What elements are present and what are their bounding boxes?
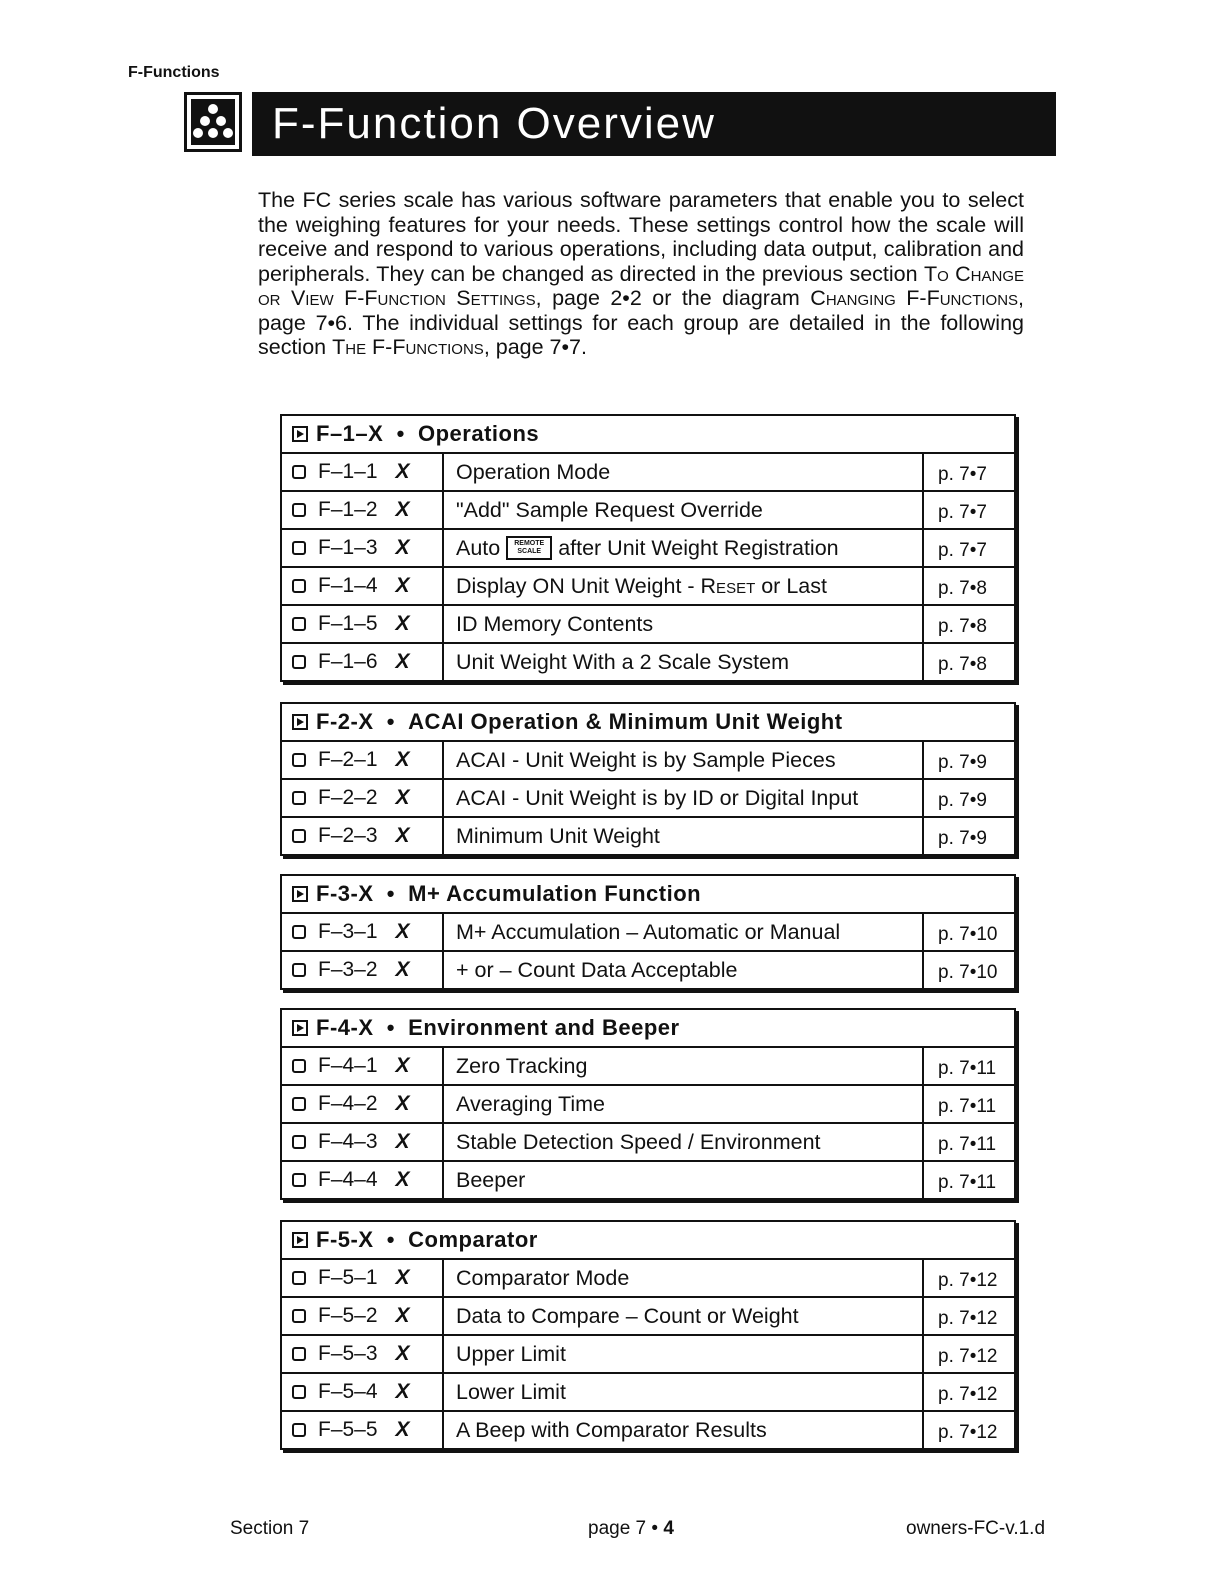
checkbox-icon — [292, 1271, 306, 1285]
checkbox-icon — [292, 1347, 306, 1361]
group-title: M+ Accumulation Function — [408, 881, 702, 906]
table-row: F–5–1 X Comparator Mode p. 7•12 — [282, 1260, 1014, 1298]
checkbox-icon — [292, 503, 306, 517]
page-ref: p. 7•9 — [938, 828, 987, 849]
page-ref: p. 7•8 — [938, 654, 987, 675]
checkbox-icon — [292, 655, 306, 669]
checkbox-icon — [292, 1173, 306, 1187]
page-ref: p. 7•11 — [938, 1134, 997, 1155]
page-title: F-Function Overview — [252, 92, 1056, 156]
page-ref: p. 7•11 — [938, 1172, 997, 1193]
page-ref: p. 7•10 — [938, 962, 998, 983]
intro-paragraph: The FC series scale has various software parameters that enable you to select the weighing features for your needs. These settings control how the scale will receive and respond to various operations, including data output, calibration and peripherals. They can be changed as directed in the previous section To Change or View F-Function Settings, page 2•2 or the diagram Changing F-Functions, page 7•6. The individual settings for each group are detailed in the following section The F-Functions, page 7•7. — [258, 188, 1025, 359]
cross-reference: Changing F-Functions — [810, 286, 1019, 310]
table-row: F–1–6 X Unit Weight With a 2 Scale System p. 7•8 — [282, 644, 1014, 680]
table-row: F–2–1 X ACAI - Unit Weight is by Sample Pieces p. 7•9 — [282, 742, 1014, 780]
group-title: Environment and Beeper — [408, 1015, 680, 1040]
cross-reference: To Change or View F-Function Settings — [258, 261, 1024, 310]
page-ref: p. 7•11 — [938, 1096, 997, 1117]
checkbox-icon — [292, 829, 306, 843]
table-row: F–5–2 X Data to Compare – Count or Weight p. 7•12 — [282, 1298, 1014, 1336]
footer-doc-id: owners-FC-v.1.d — [906, 1518, 1046, 1539]
table-row: F–1–5 X ID Memory Contents p. 7•8 — [282, 606, 1014, 644]
checkbox-icon — [292, 1309, 306, 1323]
group-header: F-4-X • Environment and Beeper — [282, 1010, 1014, 1048]
footer-section: Section 7 — [230, 1518, 310, 1539]
checkbox-icon — [292, 579, 306, 593]
function-group-f5 — [280, 1220, 1016, 1450]
table-row: F–5–5 X A Beep with Comparator Results p. 7•12 — [282, 1412, 1014, 1448]
table-row: F–4–1 X Zero Tracking p. 7•11 — [282, 1048, 1014, 1086]
page-ref: p. 7•9 — [938, 752, 987, 773]
play-icon — [292, 886, 308, 902]
play-icon — [292, 714, 308, 730]
checkbox-icon — [292, 925, 306, 939]
table-row: F–1–4 X Display ON Unit Weight - Reset or Last p. 7•8 — [282, 568, 1014, 606]
cross-reference: The F-Functions — [332, 335, 484, 359]
running-head: F-Functions — [128, 64, 220, 81]
group-header: F-2-X • ACAI Operation & Minimum Unit Weight — [282, 704, 1014, 742]
page-ref: p. 7•9 — [938, 790, 987, 811]
checkbox-icon — [292, 791, 306, 805]
checkbox-icon — [292, 1059, 306, 1073]
checkbox-icon — [292, 1097, 306, 1111]
page-ref: p. 7•12 — [938, 1308, 998, 1329]
table-row: F–4–4 X Beeper p. 7•11 — [282, 1162, 1014, 1198]
checkbox-icon — [292, 1135, 306, 1149]
table-row: F–3–2 X + or – Count Data Acceptable p. 7•10 — [282, 952, 1014, 988]
table-row: F–5–3 X Upper Limit p. 7•12 — [282, 1336, 1014, 1374]
function-group-f2 — [280, 702, 1016, 856]
group-header: F–1–X • Operations — [282, 416, 1014, 454]
table-row: F–5–4 X Lower Limit p. 7•12 — [282, 1374, 1014, 1412]
title-banner — [184, 92, 1056, 156]
group-title: ACAI Operation & Minimum Unit Weight — [408, 709, 843, 734]
function-group-f3 — [280, 874, 1016, 990]
table-row: F–3–1 X M+ Accumulation – Automatic or Manual p. 7•10 — [282, 914, 1014, 952]
function-group-f4 — [280, 1008, 1016, 1200]
play-icon — [292, 1020, 308, 1036]
page-ref: p. 7•8 — [938, 578, 987, 599]
checkbox-icon — [292, 963, 306, 977]
checkbox-icon — [292, 617, 306, 631]
play-icon — [292, 1232, 308, 1248]
remote-scale-key-icon: REMOTE SCALE — [506, 536, 552, 560]
footer-page-number: page 7 • 4 — [588, 1518, 674, 1539]
page-ref: p. 7•7 — [938, 540, 987, 561]
checkbox-icon — [292, 465, 306, 479]
dots-cluster-icon — [184, 92, 242, 152]
group-header: F-3-X • M+ Accumulation Function — [282, 876, 1014, 914]
table-row: F–1–3 X Auto REMOTE SCALE after Unit Weight Registration p. 7•7 — [282, 530, 1014, 568]
page-ref: p. 7•8 — [938, 616, 987, 637]
function-group-f1 — [280, 414, 1016, 682]
checkbox-icon — [292, 541, 306, 555]
group-header: F-5-X • Comparator — [282, 1222, 1014, 1260]
page-ref: p. 7•10 — [938, 924, 998, 945]
page-ref: p. 7•12 — [938, 1270, 998, 1291]
checkbox-icon — [292, 1423, 306, 1437]
page-ref: p. 7•7 — [938, 502, 987, 523]
page-ref: p. 7•12 — [938, 1384, 998, 1405]
checkbox-icon — [292, 753, 306, 767]
page-ref: p. 7•11 — [938, 1058, 997, 1079]
group-title: Operations — [418, 421, 540, 446]
checkbox-icon — [292, 1385, 306, 1399]
page-ref: p. 7•12 — [938, 1346, 998, 1367]
table-row: F–4–2 X Averaging Time p. 7•11 — [282, 1086, 1014, 1124]
page-ref: p. 7•7 — [938, 464, 987, 485]
table-row: F–1–2 X "Add" Sample Request Override p. 7•7 — [282, 492, 1014, 530]
table-row: F–4–3 X Stable Detection Speed / Environment p. 7•11 — [282, 1124, 1014, 1162]
page-ref: p. 7•12 — [938, 1422, 998, 1443]
table-row: F–2–3 X Minimum Unit Weight p. 7•9 — [282, 818, 1014, 854]
play-icon — [292, 426, 308, 442]
table-row: F–1–1 X Operation Mode p. 7•7 — [282, 454, 1014, 492]
table-row: F–2–2 X ACAI - Unit Weight is by ID or Digital Input p. 7•9 — [282, 780, 1014, 818]
group-title: Comparator — [408, 1227, 538, 1252]
